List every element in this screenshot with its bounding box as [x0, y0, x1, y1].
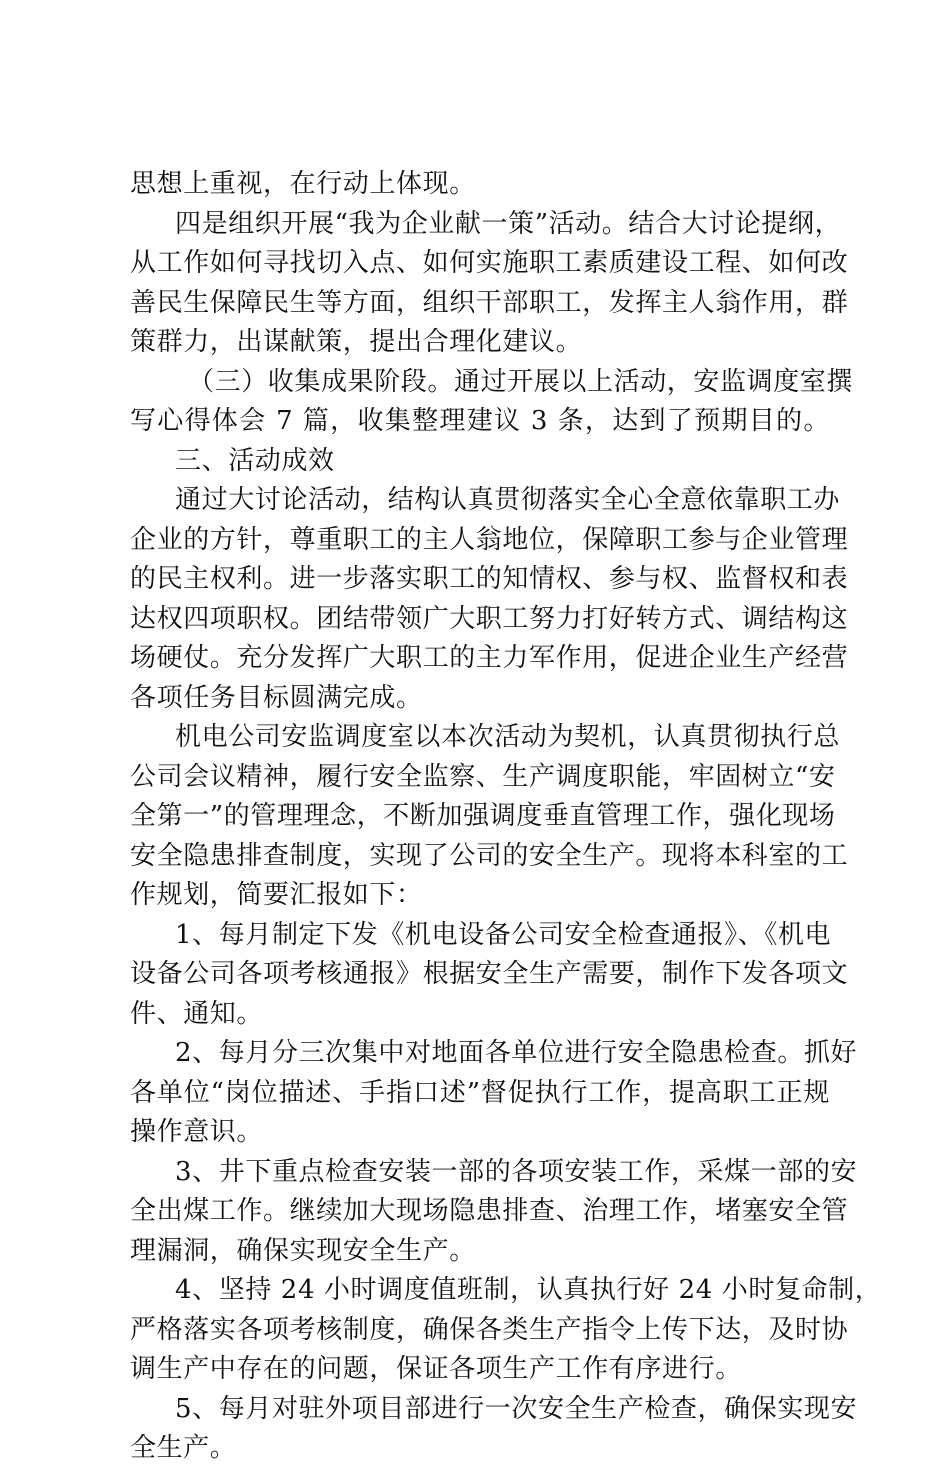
list-item-line: 件、通知。 [130, 998, 264, 1029]
list-item-line: 全出煤工作。继续加大现场隐患排查、治理工作，堵塞安全管 [130, 1196, 849, 1226]
list-item-line: 各单位“岗位描述、手指口述”督促执行工作，提高职工正规 [130, 1077, 830, 1108]
paragraph-line: 达权四项职权。团结带领广大职工努力打好转方式、调结构这 [130, 603, 849, 634]
paragraph-line: 安全隐患排查制度，实现了公司的安全生产。现将本科室的工 [130, 840, 849, 871]
list-item-line: 3、井下重点检查安装一部的各项安装工作，采煤一部的安 [175, 1156, 858, 1187]
list-item-line: 全生产。 [130, 1433, 237, 1463]
document-body [130, 165, 882, 1469]
paragraph-line: 各项任务目标圆满完成。 [130, 682, 423, 713]
paragraph-line: 四是组织开展“我为企业献一策”活动。结合大讨论提纲， [175, 208, 842, 239]
paragraph-line: 企业的方针，尊重职工的主人翁地位，保障职工参与企业管理 [130, 524, 849, 555]
list-item-line: 理漏洞，确保实现安全生产。 [130, 1235, 476, 1266]
paragraph-line: 通过大讨论活动，结构认真贯彻落实全心全意依靠职工办 [175, 485, 841, 515]
list-item-line: 2、每月分三次集中对地面各单位进行安全隐患检查。抓好 [175, 1038, 858, 1068]
list-item-line: 操作意识。 [130, 1117, 264, 1147]
section-heading: 三、活动成效 [175, 445, 335, 476]
list-item-line: 4、坚持 24 小时调度值班制，认真执行好 24 小时复命制， [175, 1275, 882, 1305]
paragraph-line: （三）收集成果阶段。通过开展以上活动，安监调度室撰 [188, 366, 854, 397]
paragraph-line: 机电公司安监调度室以本次活动为契机，认真贯彻执行总 [175, 722, 841, 752]
paragraph-line: 策群力，出谋献策，提出合理化建议。 [130, 327, 583, 357]
paragraph-line: 写心得体会 7 篇，收集整理建议 3 条，达到了预期目的。 [130, 406, 830, 436]
list-item-line: 调生产中存在的问题，保证各项生产工作有序进行。 [130, 1354, 742, 1384]
list-item-line: 5、每月对驻外项目部进行一次安全生产检查，确保实现安 [175, 1393, 858, 1424]
paragraph-line: 的民主权利。进一步落实职工的知情权、参与权、监督权和表 [130, 564, 849, 594]
paragraph-line: 作规划，简要汇报如下： [130, 880, 423, 910]
paragraph-line: 公司会议精神，履行安全监察、生产调度职能，牢固树立“安 [130, 761, 836, 792]
paragraph-line: 思想上重视，在行动上体现。 [130, 169, 476, 199]
paragraph-line: 从工作如何寻找切入点、如何实施职工素质建设工程、如何改 [130, 248, 849, 278]
paragraph-line: 场硬仗。充分发挥广大职工的主力军作用，促进企业生产经营 [130, 643, 849, 673]
paragraph-line: 善民生保障民生等方面，组织干部职工，发挥主人翁作用，群 [130, 287, 849, 318]
paragraph-line: 全第一”的管理理念，不断加强调度垂直管理工作，强化现场 [130, 801, 836, 831]
list-item-line: 设备公司各项考核通报》根据安全生产需要，制作下发各项文 [130, 959, 849, 989]
list-item-line: 严格落实各项考核制度，确保各类生产指令上传下达，及时协 [130, 1314, 849, 1345]
list-item-line: 1、每月制定下发《机电设备公司安全检查通报》、《机电 [175, 919, 832, 950]
